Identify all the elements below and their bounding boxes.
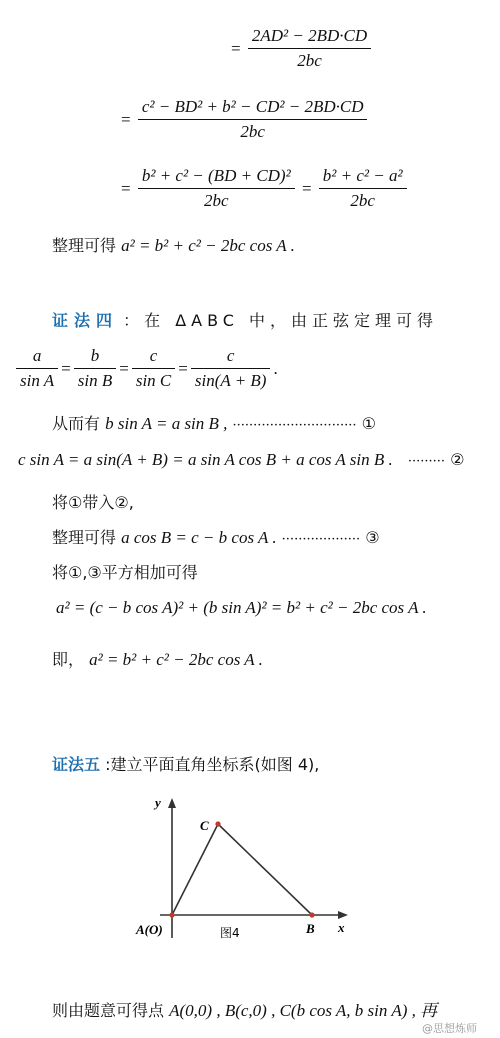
proof4-heading: 证法四 [52, 311, 119, 330]
x-axis-arrow [338, 911, 348, 919]
derivation-line-1: = $\frac{\text{2AD² − 2BD·CD}}{2bc}$ [228, 26, 371, 71]
ratio-c-ab: $\frac{c}{\sin(A + B)}$ [191, 346, 271, 391]
side-cb [218, 824, 312, 915]
proof4-step2: c sin A = a sin(A + B) = a sin A cos B + a cos A sin B . ········· ② [18, 450, 465, 469]
ratio-b: $\frac{b}{\text{sin B}}$ [74, 346, 116, 391]
derivation-line-2: = $\frac{\text{c² − BD² + b² − CD² − 2BD·CD}}{2bc}$ [118, 97, 367, 142]
x-axis-label: x [338, 920, 345, 935]
point-c [215, 821, 220, 826]
point-b [309, 912, 314, 917]
fraction: $\frac{\text{b² + c² − a²}}{2bc}$ [319, 166, 407, 211]
point-a-label: A(O) [136, 922, 163, 937]
proof4-step1: 从而有 b sin A = a sin B , ······························ ① [52, 414, 376, 433]
sine-rule-ratios: $\frac{a}{\text{sin A}}$ = $\frac{b}{\text{sin B}}$ = $\frac{c}{\text{sin C}}$ = $\frac{c}{\sin(A + B)}$ . [16, 346, 281, 391]
proof4-step6: a² = (c − b cos A)² + (b sin A)² = b² + c² − 2bc cos A . [56, 598, 427, 617]
point-c-label: C [200, 818, 209, 833]
figure-caption: 图4 [220, 926, 240, 940]
proof5-final-line: 则由题意可得点 A(0,0) , B(c,0) , C(b cos A, b sin A) , 再 [52, 1001, 438, 1020]
ratio-c: $\frac{c}{\text{sin C}}$ [132, 346, 175, 391]
proof4-step7: 即， a² = b² + c² − 2bc cos A . [52, 650, 263, 669]
point-b-label: B [306, 921, 315, 936]
watermark: @思想炼师 [422, 1022, 477, 1035]
fraction: $\frac{\text{b² + c² − (BD + CD)²}}{2bc}$ [138, 166, 295, 211]
proof4-step5: 将①,③平方相加可得 [52, 563, 198, 582]
proof4-step3: 将①带入②, [52, 493, 134, 512]
figure-lines [160, 798, 348, 938]
proof4-step4: 整理可得 a cos B = c − b cos A . ··················· ③ [52, 528, 380, 547]
coordinate-figure [120, 790, 370, 950]
derivation-line-3: = $\frac{\text{b² + c² − (BD + CD)²}}{2bc}$ = $\frac{\text{b² + c² − a²}}{2bc}$ [118, 166, 407, 211]
fraction: $\frac{\text{c² − BD² + b² − CD² − 2BD·CD}}{2bc}$ [138, 97, 368, 142]
ratio-a: $\frac{a}{\text{sin A}}$ [16, 346, 58, 391]
derivation-conclusion: 整理可得 a² = b² + c² − 2bc cos A . [52, 236, 295, 255]
fraction: $\frac{\text{2AD² − 2BD·CD}}{2bc}$ [248, 26, 371, 71]
y-axis-arrow [168, 798, 176, 808]
proof4-heading-line: 证法四 ：在 ΔABC 中，由正弦定理可得 [52, 311, 439, 330]
y-axis-label: y [155, 795, 161, 810]
proof5-heading: 证法五 [52, 755, 101, 774]
proof5-heading-line: 证法五 :建立平面直角坐标系(如图 4), [52, 755, 320, 774]
point-a [169, 912, 174, 917]
side-ac [172, 824, 218, 915]
